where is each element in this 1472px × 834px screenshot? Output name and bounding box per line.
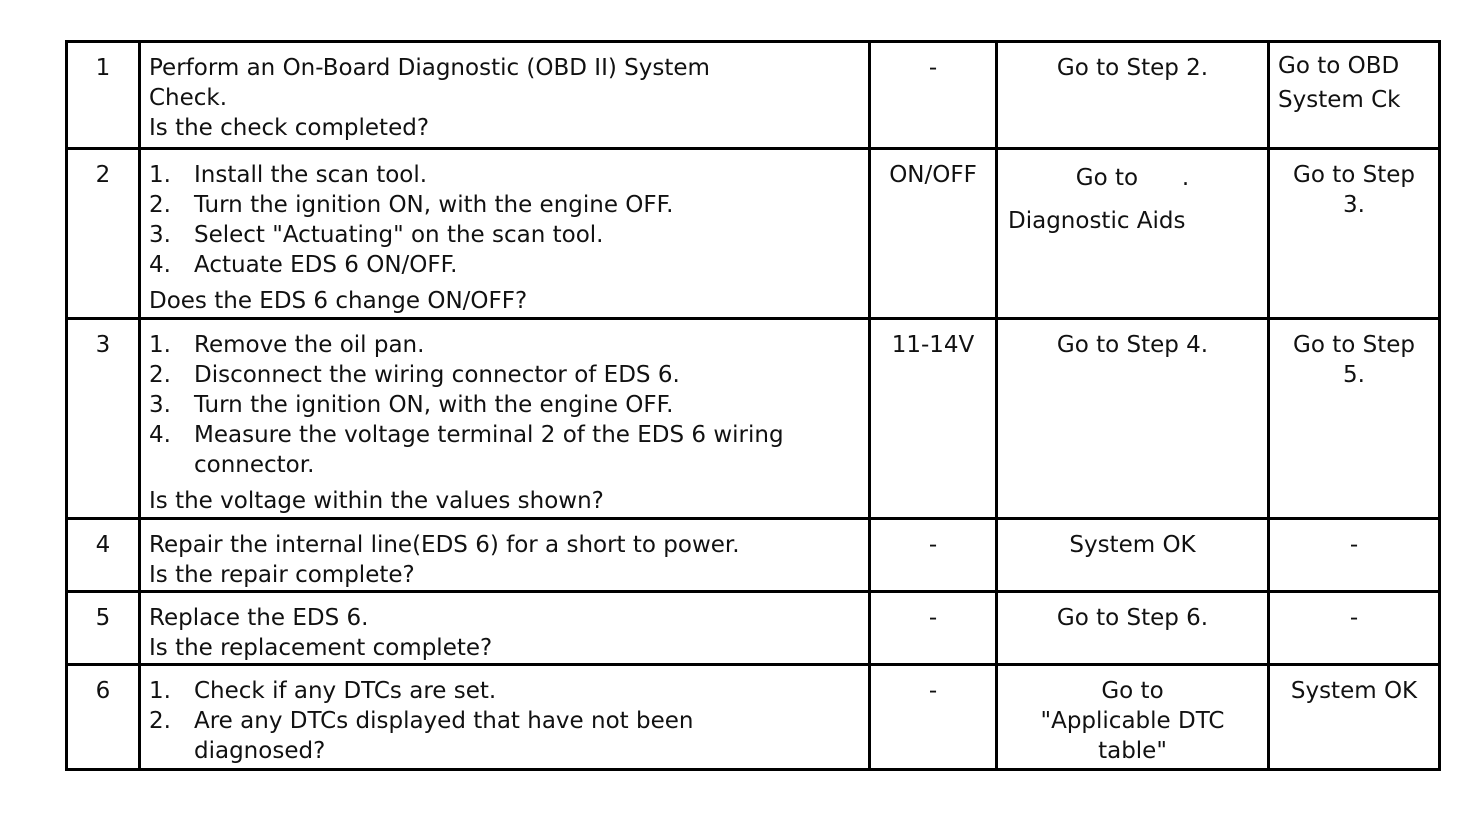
no-line: - bbox=[1349, 605, 1359, 631]
value-cell: 11-14V bbox=[870, 319, 997, 519]
action-cell bbox=[140, 149, 870, 319]
list-item bbox=[149, 220, 860, 250]
action-line: Replace the EDS 6. bbox=[149, 605, 369, 631]
no-line: 5. bbox=[1343, 362, 1365, 388]
action-question: Does the EDS 6 change ON/OFF? bbox=[149, 288, 528, 314]
no-line: Go to Step bbox=[1293, 332, 1415, 358]
no-line: - bbox=[1349, 532, 1359, 558]
list-item bbox=[149, 390, 860, 420]
value-cell: - bbox=[870, 592, 997, 665]
list-item bbox=[149, 676, 860, 706]
action-cell bbox=[140, 519, 870, 592]
yes-line: Diagnostic Aids bbox=[1008, 208, 1186, 234]
no-cell bbox=[1269, 665, 1440, 770]
step-list bbox=[149, 676, 860, 766]
step-list bbox=[149, 160, 860, 280]
list-text: Turn the ignition ON, with the engine OFF. bbox=[194, 192, 674, 218]
value-cell: ON/OFF bbox=[870, 149, 997, 319]
step-number: 5 bbox=[67, 592, 140, 665]
table-row bbox=[67, 149, 1440, 319]
list-number: 3. bbox=[149, 392, 171, 418]
list-number: 2. bbox=[149, 192, 171, 218]
no-cell bbox=[1269, 592, 1440, 665]
step-number: 2 bbox=[67, 149, 140, 319]
action-question: Is the replacement complete? bbox=[149, 635, 493, 661]
action-line: Perform an On-Board Diagnostic (OBD II) System bbox=[149, 55, 710, 81]
diagnostic-table bbox=[65, 40, 1441, 771]
list-number: 1. bbox=[149, 332, 171, 358]
no-cell bbox=[1269, 149, 1440, 319]
no-line: 3. bbox=[1343, 192, 1365, 218]
list-item bbox=[149, 190, 860, 220]
list-number: 4. bbox=[149, 252, 171, 278]
list-text: Select "Actuating" on the scan tool. bbox=[194, 222, 604, 248]
list-text: Actuate EDS 6 ON/OFF. bbox=[194, 252, 458, 278]
yes-cell bbox=[997, 149, 1269, 319]
list-number: 2. bbox=[149, 362, 171, 388]
list-text: Check if any DTCs are set. bbox=[194, 678, 497, 704]
list-text: Measure the voltage terminal 2 of the EDS 6 wiring connector. bbox=[194, 422, 784, 478]
list-number: 3. bbox=[149, 222, 171, 248]
yes-line: table" bbox=[1098, 738, 1167, 764]
step-list bbox=[149, 330, 860, 480]
list-item bbox=[149, 706, 860, 766]
list-text: Remove the oil pan. bbox=[194, 332, 425, 358]
action-question: Is the repair complete? bbox=[149, 562, 415, 588]
action-cell bbox=[140, 319, 870, 519]
table-row bbox=[67, 519, 1440, 592]
step-number: 1 bbox=[67, 42, 140, 149]
list-text: Turn the ignition ON, with the engine OFF. bbox=[194, 392, 674, 418]
list-text: Disconnect the wiring connector of EDS 6. bbox=[194, 362, 680, 388]
no-line: Go to OBD bbox=[1278, 53, 1400, 79]
step-number: 4 bbox=[67, 519, 140, 592]
value-cell: - bbox=[870, 519, 997, 592]
table-row bbox=[67, 665, 1440, 770]
value-cell: - bbox=[870, 665, 997, 770]
action-line: Repair the internal line(EDS 6) for a short to power. bbox=[149, 532, 740, 558]
action-line: Check. bbox=[149, 85, 228, 111]
step-number: 6 bbox=[67, 665, 140, 770]
action-cell bbox=[140, 592, 870, 665]
list-item bbox=[149, 250, 860, 280]
list-number: 4. bbox=[149, 422, 171, 448]
list-text: Install the scan tool. bbox=[194, 162, 428, 188]
value-cell: - bbox=[870, 42, 997, 149]
yes-cell bbox=[997, 319, 1269, 519]
list-number: 1. bbox=[149, 678, 171, 704]
list-item bbox=[149, 360, 860, 390]
table-row bbox=[67, 42, 1440, 149]
no-cell bbox=[1269, 42, 1440, 149]
yes-cell bbox=[997, 42, 1269, 149]
yes-line: Go to Step 2. bbox=[1056, 55, 1209, 81]
no-cell bbox=[1269, 319, 1440, 519]
table-row bbox=[67, 592, 1440, 665]
yes-cell bbox=[997, 592, 1269, 665]
yes-cell bbox=[997, 519, 1269, 592]
action-cell bbox=[140, 42, 870, 149]
step-number: 3 bbox=[67, 319, 140, 519]
yes-line: System OK bbox=[1069, 532, 1196, 558]
action-question: Is the voltage within the values shown? bbox=[149, 488, 604, 514]
yes-line: Go to Step 6. bbox=[1056, 605, 1209, 631]
list-number: 1. bbox=[149, 162, 171, 188]
yes-line: "Applicable DTC bbox=[1040, 708, 1225, 734]
table-row bbox=[67, 319, 1440, 519]
list-item bbox=[149, 330, 860, 360]
list-item bbox=[149, 420, 860, 480]
yes-line: Go to . bbox=[1075, 165, 1190, 191]
no-line: Go to Step bbox=[1293, 162, 1415, 188]
list-text: Are any DTCs displayed that have not been diagnosed? bbox=[194, 708, 694, 764]
list-number: 2. bbox=[149, 708, 171, 734]
no-line: System OK bbox=[1290, 678, 1418, 704]
action-cell bbox=[140, 665, 870, 770]
yes-line: Go to Step 4. bbox=[1056, 332, 1209, 358]
no-line: System Ck bbox=[1278, 87, 1401, 113]
action-question: Is the check completed? bbox=[149, 115, 430, 141]
yes-cell bbox=[997, 665, 1269, 770]
no-cell bbox=[1269, 519, 1440, 592]
yes-line: Go to bbox=[1101, 678, 1164, 704]
list-item bbox=[149, 160, 860, 190]
